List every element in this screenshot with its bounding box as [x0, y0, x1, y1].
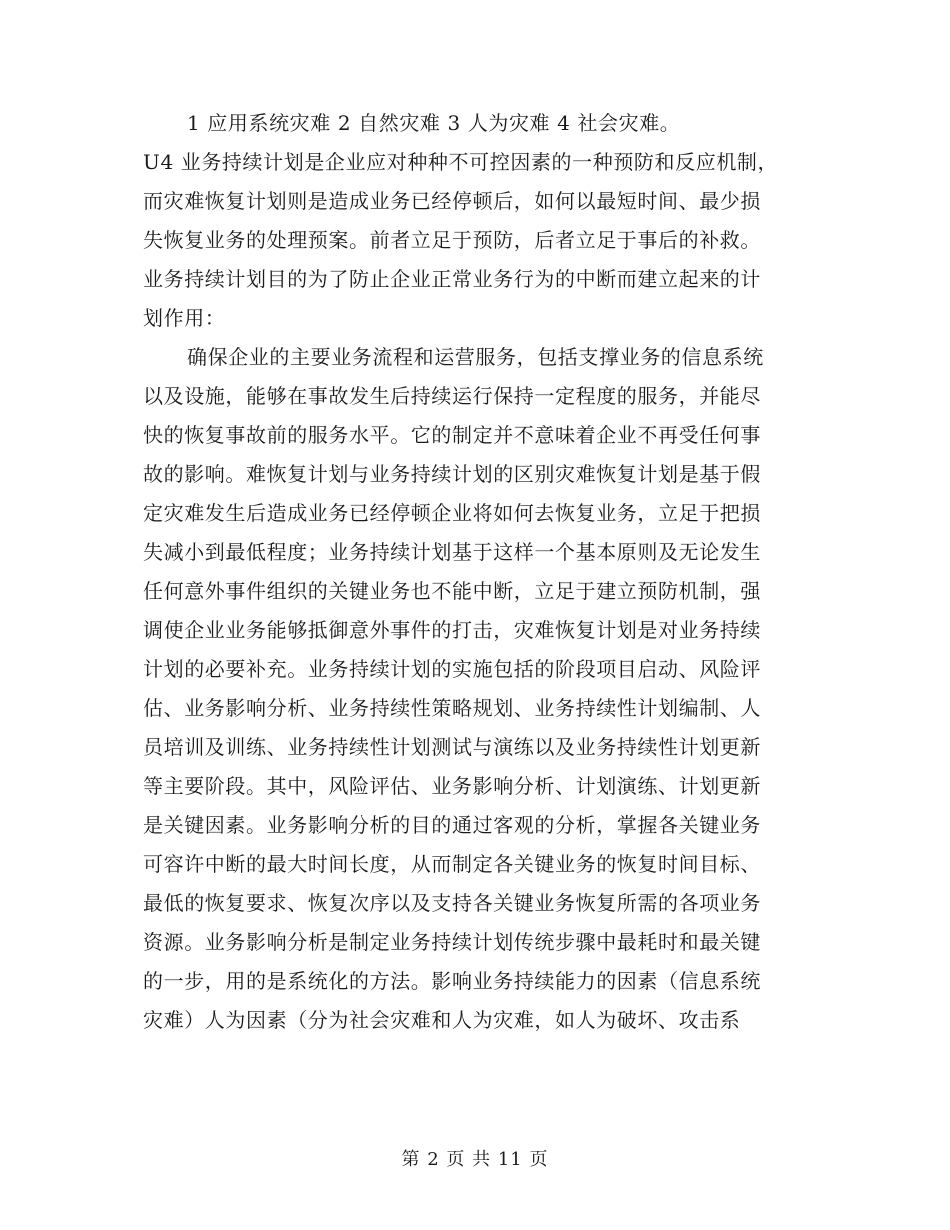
text-line: 划作用：	[143, 306, 226, 330]
text-line: 而灾难恢复计划则是造成业务已经停顿后，如何以最短时间、最少损	[143, 189, 761, 213]
text-line: U4 业务持续计划是企业应对种种不可控因素的一种预防和反应机制，	[143, 150, 779, 174]
text-line: 任何意外事件组织的关键业务也不能中断，立足于建立预防机制，强	[143, 579, 761, 603]
body-text	[143, 104, 803, 1040]
text-line: 调使企业业务能够抵御意外事件的打击，灾难恢复计划是对业务持续	[143, 618, 761, 642]
text-line: 确保企业的主要业务流程和运营服务，包括支撑业务的信息系统	[187, 345, 764, 369]
text-line: 失减小到最低程度；业务持续计划基于这样一个基本原则及无论发生	[143, 540, 761, 564]
text-line: 失恢复业务的处理预案。前者立足于预防，后者立足于事后的补救。	[143, 228, 761, 252]
text-line: 定灾难发生后造成业务已经停顿企业将如何去恢复业务，立足于把损	[143, 501, 761, 525]
text-line: 等主要阶段。其中，风险评估、业务影响分析、计划演练、计划更新	[143, 774, 761, 798]
text-line: 是关键因素。业务影响分析的目的通过客观的分析，掌握各关键业务	[143, 813, 761, 837]
text-line: 快的恢复事故前的服务水平。它的制定并不意味着企业不再受任何事	[143, 423, 761, 447]
text-line: 业务持续计划目的为了防止企业正常业务行为的中断而建立起来的计	[143, 267, 761, 291]
text-line: 故的影响。难恢复计划与业务持续计划的区别灾难恢复计划是基于假	[143, 462, 761, 486]
text-line: 的一步，用的是系统化的方法。影响业务持续能力的因素（信息系统	[143, 969, 761, 993]
text-line: 最低的恢复要求、恢复次序以及支持各关键业务恢复所需的各项业务	[143, 891, 761, 915]
text-line: 以及设施，能够在事故发生后持续运行保持一定程度的服务，并能尽	[143, 384, 761, 408]
page-number-footer: 第 2 页 共 11 页	[401, 1149, 549, 1170]
text-line: 员培训及训练、业务持续性计划测试与演练以及业务持续性计划更新	[143, 735, 761, 759]
text-line: 1 应用系统灾难 2 自然灾难 3 人为灾难 4 社会灾难。	[187, 111, 681, 135]
text-line: 灾难）人为因素（分为社会灾难和人为灾难，如人为破坏、攻击系	[143, 1008, 741, 1032]
text-line: 计划的必要补充。业务持续计划的实施包括的阶段项目启动、风险评	[143, 657, 761, 681]
text-line: 可容许中断的最大时间长度，从而制定各关键业务的恢复时间目标、	[143, 852, 761, 876]
text-line: 估、业务影响分析、业务持续性策略规划、业务持续性计划编制、人	[143, 696, 761, 720]
text-line: 资源。业务影响分析是制定业务持续计划传统步骤中最耗时和最关键	[143, 930, 761, 954]
